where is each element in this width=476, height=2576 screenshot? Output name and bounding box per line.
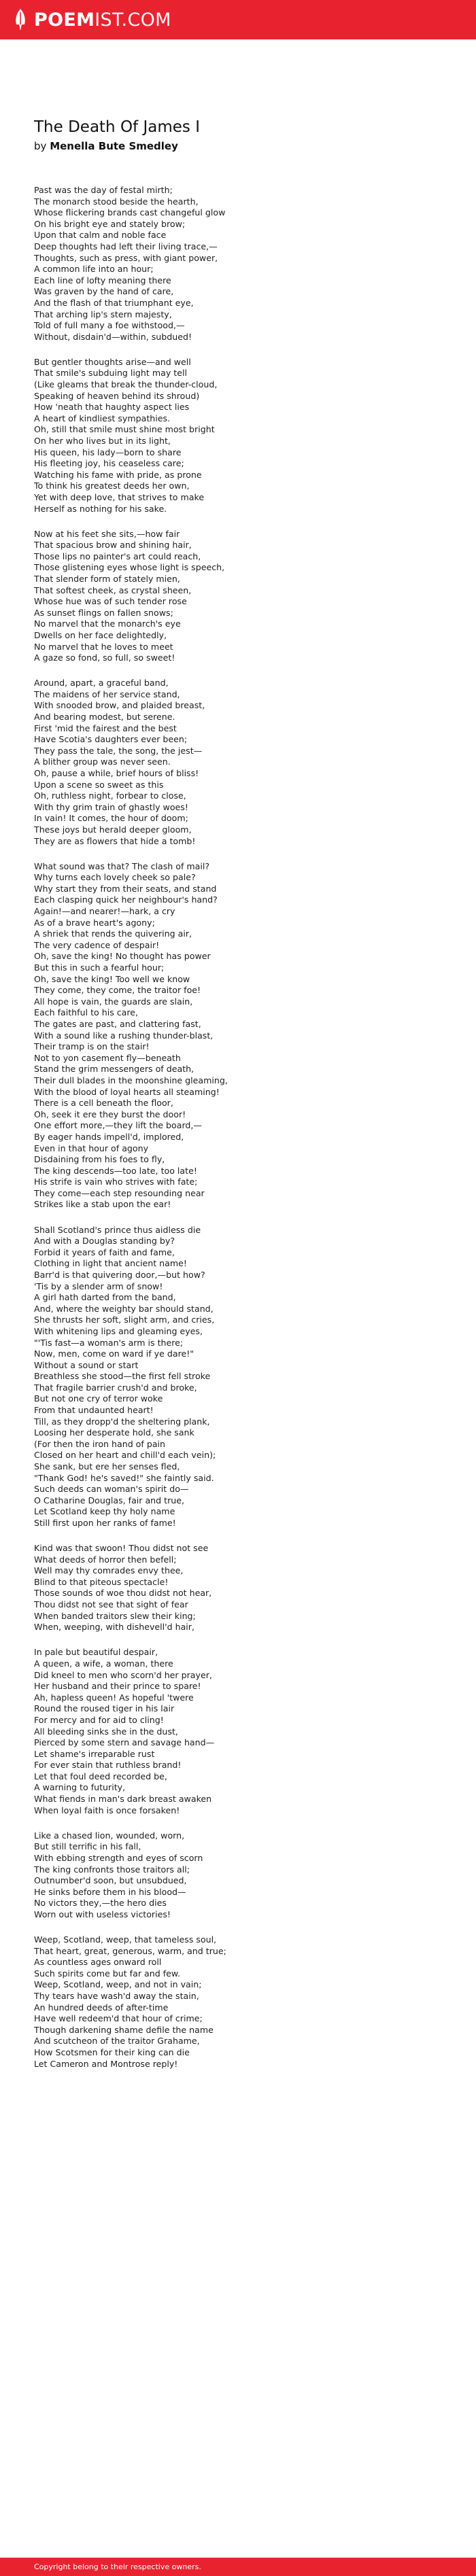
poem-line: For mercy and for aid to cling!	[34, 1714, 164, 1725]
poem-line: Though darkening shame defile the name	[34, 2024, 214, 2035]
poem-line: That fragile barrier crush'd and broke,	[34, 1382, 197, 1393]
poem-line: A heart of kindliest sympathies.	[34, 413, 171, 423]
poem-line: As sunset flings on fallen snows;	[34, 607, 173, 618]
poem-line: There is a cell beneath the floor,	[34, 1098, 173, 1109]
poem-line: The monarch stood beside the hearth,	[34, 196, 199, 207]
site-header	[0, 0, 476, 39]
poem-line: All bleeding sinks she in the dust,	[34, 1726, 178, 1737]
poem-line: By eager hands impell'd, implored,	[34, 1131, 184, 1142]
poem-line: On his bright eye and stately brow;	[34, 218, 186, 229]
poem-line: Stand the grim messengers of death,	[34, 1064, 194, 1075]
poem-line: Oh, seek it ere they burst the door!	[34, 1109, 186, 1119]
poem-line: His queen, his lady—born to share	[34, 447, 182, 457]
poem-line: A common life into an hour;	[34, 264, 154, 275]
poem-line: Was graven by the hand of care,	[34, 286, 174, 297]
logo-text: POEMIST.COM	[34, 9, 171, 31]
poem-line: Thou didst not see that sight of fear	[34, 1599, 188, 1610]
poem-line: Told of full many a foe withstood,—	[34, 320, 185, 331]
poem-line: Oh, save the king! Too well we know	[34, 973, 190, 984]
poem-line: Oh, save the king! No thought has power	[34, 951, 211, 962]
poem-line: Disdaining from his foes to fly,	[34, 1154, 165, 1165]
poem-stanza	[34, 861, 476, 1211]
poem-line: Past was the day of festal mirth;	[34, 185, 173, 195]
poem-line: Such spirits come but far and few.	[34, 1968, 181, 1979]
poem-line: What fiends in man's dark breast awaken	[34, 1794, 212, 1805]
poem-line: Yet with deep love, that strives to make	[34, 491, 205, 502]
poem-line: And bearing modest, but serene.	[34, 712, 175, 723]
poem-line: As countless ages onward roll	[34, 1957, 162, 1968]
poem-line: Still first upon her ranks of fame!	[34, 1518, 176, 1528]
poem-line: "'Tis fast—a woman's arm is there;	[34, 1337, 184, 1348]
poem-line: How Scotsmen for their king can die	[34, 2047, 190, 2057]
poem-line: A shriek that rends the quivering air,	[34, 928, 192, 939]
poem-line: Each clasping quick her neighbour's hand?	[34, 894, 218, 905]
poem-line: With snooded brow, and plaided breast,	[34, 700, 205, 711]
poem-line: Thoughts, such as press, with giant power,	[34, 252, 218, 263]
poem-line: Around, apart, a graceful band,	[34, 678, 169, 689]
poem-line: His fleeting joy, his ceaseless care;	[34, 458, 184, 469]
poem-line: Thy tears have wash'd away the stain,	[34, 1990, 199, 2001]
poem-title: The Death Of James I	[34, 118, 200, 136]
poem-line: Each faithful to his care,	[34, 1007, 139, 1018]
poem-line: Those lips no painter's art could reach,	[34, 551, 201, 561]
poem-line: In pale but beautiful despair,	[34, 1647, 158, 1658]
poem-line: The maidens of her service stand,	[34, 689, 180, 699]
poem-line: Deep thoughts had left their living trace,—	[34, 241, 218, 251]
site-logo[interactable]	[12, 8, 171, 31]
poem-line: Loosing her desperate hold, she sank	[34, 1427, 194, 1438]
poem-stanza	[34, 1543, 476, 1633]
poem-line: In vain! It comes, the hour of doom;	[34, 813, 188, 824]
poem-line: When loyal faith is once forsaken!	[34, 1805, 180, 1815]
poem-line: Let Cameron and Montrose reply!	[34, 2058, 178, 2069]
poem-line: Now, men, come on ward if ye dare!"	[34, 1348, 194, 1359]
poem-line: Oh, pause a while, brief hours of bliss!	[34, 768, 199, 778]
byline-prefix: by	[34, 140, 47, 152]
poem-line: Again!—and nearer!—hark, a cry	[34, 906, 175, 917]
poem-line: The gates are past, and clattering fast,	[34, 1018, 201, 1029]
poem-stanza	[34, 529, 476, 664]
poem-line: That heart, great, generous, warm, and true;	[34, 1945, 226, 1956]
poem-line: Whose flickering brands cast changeful glow	[34, 207, 226, 218]
poem-body	[34, 185, 476, 2070]
poem-line: Upon that calm and noble face	[34, 230, 167, 241]
poem-line: They come—each step resounding near	[34, 1187, 205, 1198]
poem-line: All hope is vain, the guards are slain,	[34, 996, 193, 1007]
poem-author-link[interactable]: Menella Bute Smedley	[50, 140, 178, 152]
poem-line: Round the roused tiger in his lair	[34, 1703, 175, 1714]
poem-line: But not one cry of terror woke	[34, 1393, 163, 1404]
poem-line: Even in that hour of agony	[34, 1143, 149, 1153]
poem-line: Upon a scene so sweet as this	[34, 779, 164, 790]
poem-line: A warning to futurity,	[34, 1782, 126, 1793]
poem-line: Weep, Scotland, weep, that tameless soul,	[34, 1934, 217, 1945]
poem-line: Breathless she stood—the first fell stroke	[34, 1371, 211, 1382]
poem-line: Weep, Scotland, weep, and not in vain;	[34, 1979, 202, 1990]
poem-line: But gentler thoughts arise—and well	[34, 356, 191, 367]
quill-pen-icon	[12, 8, 29, 31]
poem-byline	[34, 140, 476, 152]
poem-line: And, where the weighty bar should stand,	[34, 1303, 214, 1314]
poem-line: One effort more,—they lift the board,—	[34, 1120, 203, 1131]
poem-line: An hundred deeds of after-time	[34, 2002, 169, 2013]
poem-line: Pierced by some stern and savage hand—	[34, 1737, 215, 1748]
poem-line: No marvel that the monarch's eye	[34, 619, 181, 629]
poem-line: Oh, ruthless night, forbear to close,	[34, 790, 186, 801]
poem-line: Forbid it years of faith and fame,	[34, 1247, 175, 1257]
poem-line: They are as flowers that hide a tomb!	[34, 835, 196, 846]
poem-line: Why turns each lovely cheek so pale?	[34, 872, 196, 883]
poem-line: Why start they from their seats, and stand	[34, 883, 217, 894]
poem-line: Those glistening eyes whose light is speech,	[34, 562, 225, 573]
poem-line: Oh, still that smile must shine most bright	[34, 424, 215, 435]
poem-line: That spacious brow and shining hair,	[34, 540, 192, 551]
poem-line: No victors they,—the hero dies	[34, 1898, 167, 1909]
poem-line: Worn out with useless victories!	[34, 1909, 171, 1919]
poem-line: That softest cheek, as crystal sheen,	[34, 585, 192, 595]
poem-line: Whose hue was of such tender rose	[34, 596, 187, 607]
poem-line: Not to yon casement fly—beneath	[34, 1052, 181, 1063]
poem-line: Clothing in light that ancient name!	[34, 1258, 187, 1269]
poem-line: Have well redeem'd that hour of crime;	[34, 2013, 203, 2024]
poem-line: Those sounds of woe thou didst not hear,	[34, 1588, 212, 1599]
poem-stanza	[34, 678, 476, 847]
poem-line: But this in such a fearful hour;	[34, 962, 165, 973]
poem-line: Till, as they dropp'd the sheltering plank,	[34, 1416, 210, 1427]
poem-line: Without a sound or start	[34, 1359, 139, 1370]
poem-line: Their tramp is on the stair!	[34, 1041, 150, 1052]
poem-line: Each line of lofty meaning there	[34, 275, 171, 285]
poem-line: Have Scotia's daughters ever been;	[34, 734, 188, 745]
poem-line: A girl hath darted from the band,	[34, 1292, 176, 1303]
poem-line: And the flash of that triumphant eye,	[34, 297, 194, 308]
poem-line: Did kneel to men who scorn'd her prayer,	[34, 1669, 212, 1680]
poem-content	[0, 39, 476, 2070]
poem-line: When banded traitors slew their king;	[34, 1610, 196, 1621]
poem-stanza	[34, 1225, 476, 1529]
poem-line: What deeds of horror then befell;	[34, 1554, 177, 1565]
poem-line: Outnumber'd soon, but unsubdued,	[34, 1875, 187, 1886]
poem-line: And with a Douglas standing by?	[34, 1236, 175, 1247]
poem-line: Herself as nothing for his sake.	[34, 503, 167, 514]
poem-line: Like a chased lion, wounded, worn,	[34, 1830, 185, 1841]
poem-line: Let Scotland keep thy holy name	[34, 1506, 175, 1517]
poem-line: Let that foul deed recorded be,	[34, 1771, 167, 1781]
poem-line: That slender form of stately mien,	[34, 574, 180, 584]
poem-line: She sank, but ere her senses fled,	[34, 1461, 180, 1472]
poem-line: And scutcheon of the traitor Grahame,	[34, 2036, 200, 2047]
poem-line: (For then the iron hand of pain	[34, 1438, 166, 1449]
poem-line: Their dull blades in the moonshine gleaming,	[34, 1075, 228, 1085]
poem-line: (Like gleams that break the thunder-cloud,	[34, 379, 218, 389]
poem-line: Without, disdain'd—within, subdued!	[34, 331, 192, 342]
poem-line: How 'neath that haughty aspect lies	[34, 402, 190, 413]
poem-line: Blind to that piteous spectacle!	[34, 1576, 169, 1587]
poem-line: Dwells on her face delightedly,	[34, 629, 167, 640]
poem-line: Watching his fame with pride, as prone	[34, 469, 202, 480]
poem-line: 'Tis by a slender arm of snow!	[34, 1281, 163, 1291]
poem-line: These joys but herald deeper gloom,	[34, 824, 192, 835]
poem-line: From that undaunted heart!	[34, 1405, 154, 1416]
poem-line: She thrusts her soft, slight arm, and cries,	[34, 1315, 215, 1325]
site-footer	[0, 2558, 476, 2576]
poem-line: Now at his feet she sits,—how fair	[34, 528, 180, 539]
poem-line: They come, they come, the traitor foe!	[34, 985, 201, 996]
poem-stanza	[34, 1830, 476, 1921]
poem-line: For ever stain that ruthless brand!	[34, 1760, 182, 1771]
poem-line: He sinks before them in his blood—	[34, 1886, 186, 1897]
poem-line: With the blood of loyal hearts all steaming!	[34, 1086, 220, 1097]
poem-line: Her husband and their prince to spare!	[34, 1681, 201, 1692]
poem-line: The king descends—too late, too late!	[34, 1165, 197, 1176]
poem-line: Shall Scotland's prince thus aidless die	[34, 1224, 201, 1235]
poem-line: A queen, a wife, a woman, there	[34, 1658, 173, 1669]
poem-line: What sound was that? The clash of mail?	[34, 860, 210, 871]
poem-line: That arching lip's stern majesty,	[34, 309, 172, 319]
poem-stanza	[34, 1647, 476, 1816]
poem-line: Such deeds can woman's spirit do—	[34, 1484, 189, 1495]
poem-line: O Catharine Douglas, fair and true,	[34, 1495, 185, 1505]
poem-line: "Thank God! he's saved!" she faintly said.	[34, 1472, 214, 1483]
poem-line: No marvel that he loves to meet	[34, 641, 173, 652]
poem-line: Well may thy comrades envy thee,	[34, 1565, 184, 1576]
poem-line: With a sound like a rushing thunder-blast,	[34, 1030, 214, 1041]
poem-line: Strikes like a stab upon the ear!	[34, 1199, 171, 1210]
poem-line: They pass the tale, the song, the jest—	[34, 745, 203, 756]
poem-line: Let shame's irreparable rust	[34, 1748, 155, 1759]
poem-line: With whitening lips and gleaming eyes,	[34, 1325, 203, 1336]
poem-line: A blither group was never seen.	[34, 756, 171, 767]
poem-line: His strife is vain who strives with fate;	[34, 1177, 198, 1187]
poem-line: The very cadence of despair!	[34, 939, 160, 950]
poem-line: Ah, hapless queen! As hopeful 'twere	[34, 1692, 194, 1703]
poem-line: A gaze so fond, so full, so sweet!	[34, 652, 175, 663]
poem-stanza	[34, 1934, 476, 2070]
poem-line: First 'mid the fairest and the best	[34, 723, 177, 733]
poem-line: When, weeping, with dishevell'd hair,	[34, 1622, 194, 1633]
poem-line: With ebbing strength and eyes of scorn	[34, 1852, 203, 1863]
poem-line: On her who lives but in its light,	[34, 435, 171, 446]
poem-line: Speaking of heaven behind its shroud)	[34, 390, 200, 401]
poem-line: The king confronts those traitors all;	[34, 1864, 190, 1875]
poem-line: Closed on her heart and chill'd each vein);	[34, 1450, 216, 1461]
poem-stanza	[34, 357, 476, 515]
poem-line: As of a brave heart's agony;	[34, 917, 155, 928]
poem-line: With thy grim train of ghastly woes!	[34, 801, 188, 812]
poem-line: That smile's subduing light may tell	[34, 368, 187, 379]
copyright-text: Copyright belong to their respective owners.	[34, 2562, 201, 2571]
poem-line: Kind was that swoon! Thou didst not see	[34, 1543, 209, 1554]
poem-line: Barr'd is that quivering door,—but how?	[34, 1269, 205, 1280]
poem-line: But still terrific in his fall,	[34, 1841, 141, 1852]
poem-line: To think his greatest deeds her own,	[34, 481, 190, 491]
poem-stanza	[34, 185, 476, 343]
